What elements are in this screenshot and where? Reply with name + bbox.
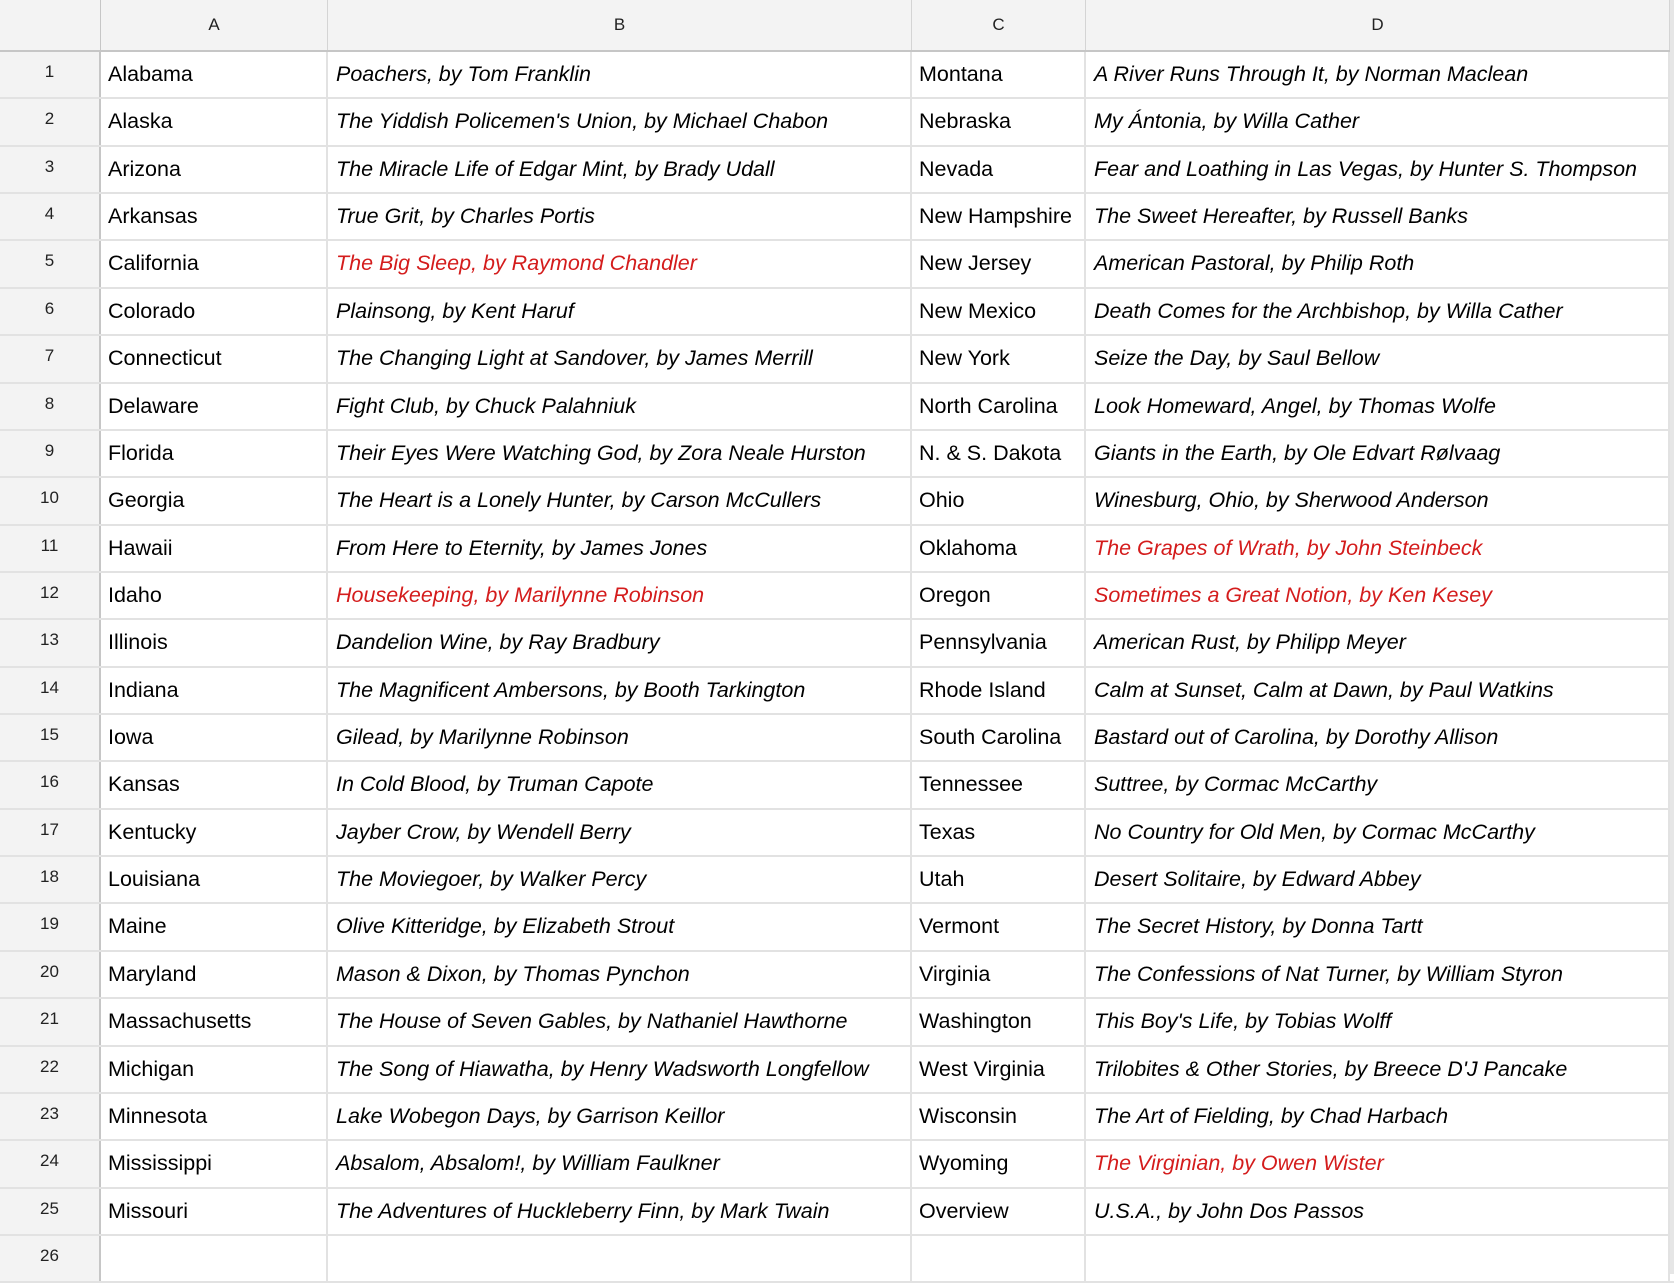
cell-state-c[interactable]: Vermont: [912, 904, 1086, 949]
cell-state-a[interactable]: Illinois: [101, 620, 328, 665]
cell-state-a[interactable]: Idaho: [101, 573, 328, 618]
table-row: [0, 999, 1674, 1046]
table-row: [0, 810, 1674, 857]
cell-book-b[interactable]: Dandelion Wine, by Ray Bradbury: [328, 620, 912, 665]
cell-book-b[interactable]: From Here to Eternity, by James Jones: [328, 526, 912, 571]
cell-state-a[interactable]: Hawaii: [101, 526, 328, 571]
table-row: [0, 715, 1674, 762]
cell-book-b[interactable]: Poachers, by Tom Franklin: [328, 52, 912, 97]
cell-state-c[interactable]: Nevada: [912, 147, 1086, 192]
cell-state-c[interactable]: Nebraska: [912, 99, 1086, 144]
cell-book-b[interactable]: Absalom, Absalom!, by William Faulkner: [328, 1141, 912, 1186]
cell-state-a[interactable]: Massachusetts: [101, 999, 328, 1044]
cell-book-d[interactable]: Death Comes for the Archbishop, by Willa Cather: [1086, 289, 1670, 334]
cell-state-c[interactable]: Oregon: [912, 573, 1086, 618]
cell-book-d[interactable]: Giants in the Earth, by Ole Edvart Rølvaag: [1086, 431, 1670, 476]
cell-book-d[interactable]: Sometimes a Great Notion, by Ken Kesey: [1086, 573, 1670, 618]
cell-book-d[interactable]: The Grapes of Wrath, by John Steinbeck: [1086, 526, 1670, 571]
cell-state-c[interactable]: Washington: [912, 999, 1086, 1044]
table-row: [0, 857, 1674, 904]
table-row: [0, 526, 1674, 573]
column-header-a[interactable]: A: [101, 0, 328, 50]
cell-book-d[interactable]: Suttree, by Cormac McCarthy: [1086, 762, 1670, 807]
cell-state-c[interactable]: Montana: [912, 52, 1086, 97]
cell-state-a[interactable]: Arizona: [101, 147, 328, 192]
cell-state-c[interactable]: New Jersey: [912, 241, 1086, 286]
table-row: [0, 1236, 1674, 1283]
table-row: [0, 336, 1674, 383]
column-header-c[interactable]: C: [912, 0, 1086, 50]
cell-book-b[interactable]: Mason & Dixon, by Thomas Pynchon: [328, 952, 912, 997]
row-header[interactable]: 13: [0, 620, 101, 665]
cell-book-b[interactable]: Olive Kitteridge, by Elizabeth Strout: [328, 904, 912, 949]
cell-book-d[interactable]: The Secret History, by Donna Tartt: [1086, 904, 1670, 949]
table-row: [0, 384, 1674, 431]
row-header[interactable]: 22: [0, 1047, 101, 1092]
cell-book-b[interactable]: The Heart is a Lonely Hunter, by Carson McCullers: [328, 478, 912, 523]
cell-state-c[interactable]: Wyoming: [912, 1141, 1086, 1186]
cell-book-b[interactable]: [328, 1236, 912, 1281]
cell-book-d[interactable]: American Rust, by Philipp Meyer: [1086, 620, 1670, 665]
cell-state-c[interactable]: Overview: [912, 1189, 1086, 1234]
cell-book-d[interactable]: U.S.A., by John Dos Passos: [1086, 1189, 1670, 1234]
row-header[interactable]: 21: [0, 999, 101, 1044]
cell-book-d[interactable]: This Boy's Life, by Tobias Wolff: [1086, 999, 1670, 1044]
row-header[interactable]: 12: [0, 573, 101, 618]
table-row: [0, 620, 1674, 667]
cell-book-d[interactable]: Winesburg, Ohio, by Sherwood Anderson: [1086, 478, 1670, 523]
cell-book-b[interactable]: The Adventures of Huckleberry Finn, by Mark Twain: [328, 1189, 912, 1234]
cell-state-a[interactable]: Alabama: [101, 52, 328, 97]
cell-book-b[interactable]: The Moviegoer, by Walker Percy: [328, 857, 912, 902]
row-header[interactable]: 2: [0, 99, 101, 144]
table-row: [0, 668, 1674, 715]
column-header-b[interactable]: B: [328, 0, 912, 50]
row-header[interactable]: 10: [0, 478, 101, 523]
cell-state-c[interactable]: New York: [912, 336, 1086, 381]
cell-state-a[interactable]: Michigan: [101, 1047, 328, 1092]
cell-book-d[interactable]: Desert Solitaire, by Edward Abbey: [1086, 857, 1670, 902]
row-header[interactable]: 11: [0, 526, 101, 571]
table-row: [0, 194, 1674, 241]
cell-state-c[interactable]: N. & S. Dakota: [912, 431, 1086, 476]
cell-book-b[interactable]: The Magnificent Ambersons, by Booth Tarkington: [328, 668, 912, 713]
grid-right-edge: [1670, 0, 1674, 1274]
cell-state-c[interactable]: South Carolina: [912, 715, 1086, 760]
cell-book-d[interactable]: Seize the Day, by Saul Bellow: [1086, 336, 1670, 381]
cell-book-b[interactable]: The Song of Hiawatha, by Henry Wadsworth Longfellow: [328, 1047, 912, 1092]
cell-book-d[interactable]: The Sweet Hereafter, by Russell Banks: [1086, 194, 1670, 239]
table-row: [0, 1141, 1674, 1188]
row-header[interactable]: 6: [0, 289, 101, 334]
table-row: [0, 952, 1674, 999]
cell-book-b[interactable]: Their Eyes Were Watching God, by Zora Neale Hurston: [328, 431, 912, 476]
cell-state-a[interactable]: Maine: [101, 904, 328, 949]
cell-book-d[interactable]: Calm at Sunset, Calm at Dawn, by Paul Watkins: [1086, 668, 1670, 713]
row-header[interactable]: 14: [0, 668, 101, 713]
cell-book-b[interactable]: In Cold Blood, by Truman Capote: [328, 762, 912, 807]
cell-book-d[interactable]: American Pastoral, by Philip Roth: [1086, 241, 1670, 286]
cell-state-c[interactable]: Texas: [912, 810, 1086, 855]
row-header[interactable]: 26: [0, 1236, 101, 1281]
cell-book-d[interactable]: No Country for Old Men, by Cormac McCarthy: [1086, 810, 1670, 855]
cell-book-d[interactable]: [1086, 1236, 1670, 1281]
cell-book-b[interactable]: The House of Seven Gables, by Nathaniel Hawthorne: [328, 999, 912, 1044]
cell-state-c[interactable]: Ohio: [912, 478, 1086, 523]
cell-book-b[interactable]: The Yiddish Policemen's Union, by Michael Chabon: [328, 99, 912, 144]
table-row: [0, 573, 1674, 620]
cell-state-a[interactable]: Connecticut: [101, 336, 328, 381]
cell-state-a[interactable]: Kentucky: [101, 810, 328, 855]
cell-book-b[interactable]: The Big Sleep, by Raymond Chandler: [328, 241, 912, 286]
cell-book-d[interactable]: My Ántonia, by Willa Cather: [1086, 99, 1670, 144]
cell-state-a[interactable]: Florida: [101, 431, 328, 476]
row-header[interactable]: 25: [0, 1189, 101, 1234]
column-header-d[interactable]: D: [1086, 0, 1670, 50]
table-row: [0, 289, 1674, 336]
table-row: [0, 99, 1674, 146]
table-row: [0, 904, 1674, 951]
row-header[interactable]: 20: [0, 952, 101, 997]
cell-book-b[interactable]: Plainsong, by Kent Haruf: [328, 289, 912, 334]
row-header[interactable]: 8: [0, 384, 101, 429]
table-row: [0, 52, 1674, 99]
cell-state-c[interactable]: North Carolina: [912, 384, 1086, 429]
cell-book-d[interactable]: Fear and Loathing in Las Vegas, by Hunter S. Thompson: [1086, 147, 1670, 192]
row-header[interactable]: 3: [0, 147, 101, 192]
cell-state-c[interactable]: Rhode Island: [912, 668, 1086, 713]
row-header[interactable]: 19: [0, 904, 101, 949]
select-all-corner[interactable]: [0, 0, 101, 50]
cell-state-a[interactable]: Colorado: [101, 289, 328, 334]
row-header[interactable]: 24: [0, 1141, 101, 1186]
cell-book-b[interactable]: Fight Club, by Chuck Palahniuk: [328, 384, 912, 429]
cell-book-b[interactable]: Lake Wobegon Days, by Garrison Keillor: [328, 1094, 912, 1139]
cell-state-a[interactable]: Mississippi: [101, 1141, 328, 1186]
cell-state-c[interactable]: Wisconsin: [912, 1094, 1086, 1139]
cell-state-a[interactable]: California: [101, 241, 328, 286]
cell-state-a[interactable]: Maryland: [101, 952, 328, 997]
cell-state-a[interactable]: Georgia: [101, 478, 328, 523]
row-header[interactable]: 9: [0, 431, 101, 476]
cell-book-b[interactable]: The Miracle Life of Edgar Mint, by Brady Udall: [328, 147, 912, 192]
row-header[interactable]: 23: [0, 1094, 101, 1139]
table-row: [0, 431, 1674, 478]
table-row: [0, 1047, 1674, 1094]
cell-state-a[interactable]: Minnesota: [101, 1094, 328, 1139]
cell-state-c[interactable]: Virginia: [912, 952, 1086, 997]
cell-state-c[interactable]: Tennessee: [912, 762, 1086, 807]
cell-book-d[interactable]: Look Homeward, Angel, by Thomas Wolfe: [1086, 384, 1670, 429]
cell-state-a[interactable]: Delaware: [101, 384, 328, 429]
cell-state-a[interactable]: Louisiana: [101, 857, 328, 902]
cell-state-c[interactable]: [912, 1236, 1086, 1281]
cell-book-b[interactable]: Jayber Crow, by Wendell Berry: [328, 810, 912, 855]
cell-book-d[interactable]: Trilobites & Other Stories, by Breece D'J Pancake: [1086, 1047, 1670, 1092]
cell-book-d[interactable]: A River Runs Through It, by Norman Maclean: [1086, 52, 1670, 97]
row-header[interactable]: 15: [0, 715, 101, 760]
cell-state-a[interactable]: Missouri: [101, 1189, 328, 1234]
cell-state-c[interactable]: Oklahoma: [912, 526, 1086, 571]
table-row: [0, 762, 1674, 809]
cell-book-d[interactable]: The Virginian, by Owen Wister: [1086, 1141, 1670, 1186]
table-row: [0, 478, 1674, 525]
cell-book-b[interactable]: True Grit, by Charles Portis: [328, 194, 912, 239]
row-header[interactable]: 5: [0, 241, 101, 286]
cell-state-a[interactable]: Alaska: [101, 99, 328, 144]
cell-state-c[interactable]: Pennsylvania: [912, 620, 1086, 665]
row-header[interactable]: 16: [0, 762, 101, 807]
table-row: [0, 241, 1674, 288]
column-header-row: [0, 0, 1674, 52]
cell-book-d[interactable]: Bastard out of Carolina, by Dorothy Allison: [1086, 715, 1670, 760]
row-header[interactable]: 4: [0, 194, 101, 239]
cell-state-a[interactable]: [101, 1236, 328, 1281]
row-header[interactable]: 7: [0, 336, 101, 381]
cell-state-a[interactable]: Kansas: [101, 762, 328, 807]
cell-state-c[interactable]: West Virginia: [912, 1047, 1086, 1092]
cell-book-b[interactable]: Housekeeping, by Marilynne Robinson: [328, 573, 912, 618]
table-row: [0, 147, 1674, 194]
cell-state-a[interactable]: Iowa: [101, 715, 328, 760]
row-header[interactable]: 1: [0, 52, 101, 97]
row-header[interactable]: 18: [0, 857, 101, 902]
cell-book-b[interactable]: Gilead, by Marilynne Robinson: [328, 715, 912, 760]
table-row: [0, 1094, 1674, 1141]
cell-book-b[interactable]: The Changing Light at Sandover, by James Merrill: [328, 336, 912, 381]
cell-state-c[interactable]: New Hampshire: [912, 194, 1086, 239]
cell-book-d[interactable]: The Confessions of Nat Turner, by William Styron: [1086, 952, 1670, 997]
row-header[interactable]: 17: [0, 810, 101, 855]
cell-state-c[interactable]: New Mexico: [912, 289, 1086, 334]
cell-state-a[interactable]: Indiana: [101, 668, 328, 713]
cell-state-c[interactable]: Utah: [912, 857, 1086, 902]
cell-state-a[interactable]: Arkansas: [101, 194, 328, 239]
cell-book-d[interactable]: The Art of Fielding, by Chad Harbach: [1086, 1094, 1670, 1139]
table-row: [0, 1189, 1674, 1236]
